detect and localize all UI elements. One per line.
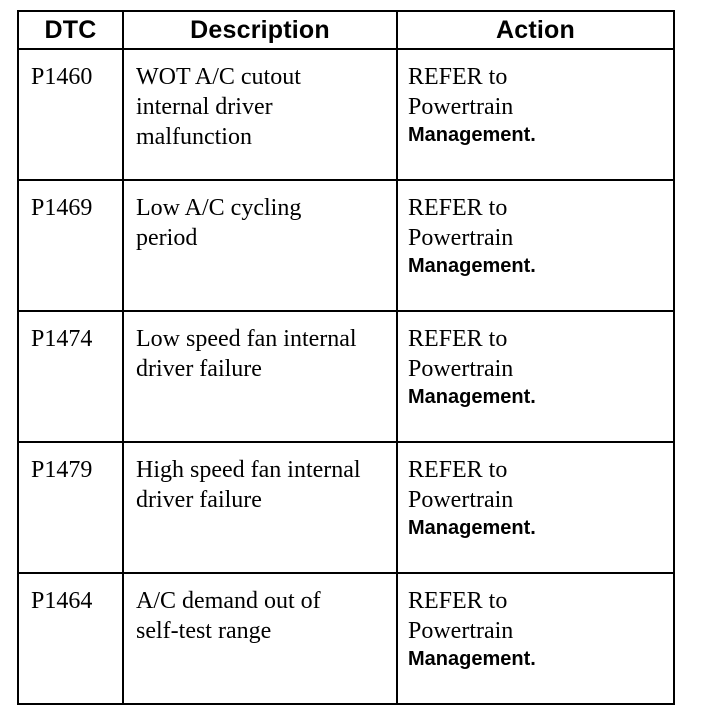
description-text xyxy=(124,181,396,253)
action-text xyxy=(398,312,673,410)
description-line: Low speed fan internal xyxy=(136,326,357,352)
action-cell xyxy=(397,442,674,573)
action-target: Powertrain xyxy=(408,487,514,513)
action-section: Management. xyxy=(408,648,536,670)
dtc-code: P1479 xyxy=(31,457,93,483)
description-text xyxy=(124,443,396,515)
dtc-table xyxy=(17,10,675,705)
action-text xyxy=(398,50,673,148)
header-row xyxy=(18,11,674,49)
description-text xyxy=(124,50,396,152)
description-cell xyxy=(123,311,397,442)
action-text xyxy=(398,574,673,672)
action-target: Powertrain xyxy=(408,94,514,120)
description-line: period xyxy=(136,225,198,251)
description-text xyxy=(124,574,396,646)
dtc-cell xyxy=(18,442,123,573)
action-refer: REFER to xyxy=(408,326,508,352)
action-text xyxy=(398,181,673,279)
description-line: internal driver xyxy=(136,94,273,120)
description-line: driver failure xyxy=(136,487,262,513)
dtc-cell xyxy=(18,573,123,704)
action-cell xyxy=(397,573,674,704)
dtc-cell xyxy=(18,311,123,442)
description-line: High speed fan internal xyxy=(136,457,361,483)
action-refer: REFER to xyxy=(408,64,508,90)
header-dtc: DTC xyxy=(18,11,123,49)
description-text xyxy=(124,312,396,384)
action-cell xyxy=(397,49,674,180)
table-row xyxy=(18,311,674,442)
action-section: Management. xyxy=(408,517,536,539)
description-line: malfunction xyxy=(136,124,252,150)
description-cell xyxy=(123,180,397,311)
action-refer: REFER to xyxy=(408,457,508,483)
action-section: Management. xyxy=(408,386,536,408)
table-row xyxy=(18,573,674,704)
dtc-cell xyxy=(18,180,123,311)
dtc-code: P1474 xyxy=(31,326,93,352)
dtc-code: P1469 xyxy=(31,195,93,221)
description-line: A/C demand out of xyxy=(136,588,321,614)
dtc-code: P1460 xyxy=(31,64,93,90)
table-row xyxy=(18,49,674,180)
action-target: Powertrain xyxy=(408,225,514,251)
dtc-cell xyxy=(18,49,123,180)
header-description: Description xyxy=(123,11,397,49)
description-line: driver failure xyxy=(136,356,262,382)
description-line: self-test range xyxy=(136,618,272,644)
action-cell xyxy=(397,180,674,311)
action-target: Powertrain xyxy=(408,356,514,382)
header-action: Action xyxy=(397,11,674,49)
action-cell xyxy=(397,311,674,442)
table-row xyxy=(18,442,674,573)
description-cell xyxy=(123,442,397,573)
action-section: Management. xyxy=(408,124,536,146)
description-line: Low A/C cycling xyxy=(136,195,302,221)
description-cell xyxy=(123,573,397,704)
action-target: Powertrain xyxy=(408,618,514,644)
description-cell xyxy=(123,49,397,180)
table-row xyxy=(18,180,674,311)
action-refer: REFER to xyxy=(408,195,508,221)
action-refer: REFER to xyxy=(408,588,508,614)
action-text xyxy=(398,443,673,541)
action-section: Management. xyxy=(408,255,536,277)
description-line: WOT A/C cutout xyxy=(136,64,301,90)
dtc-code: P1464 xyxy=(31,588,93,614)
